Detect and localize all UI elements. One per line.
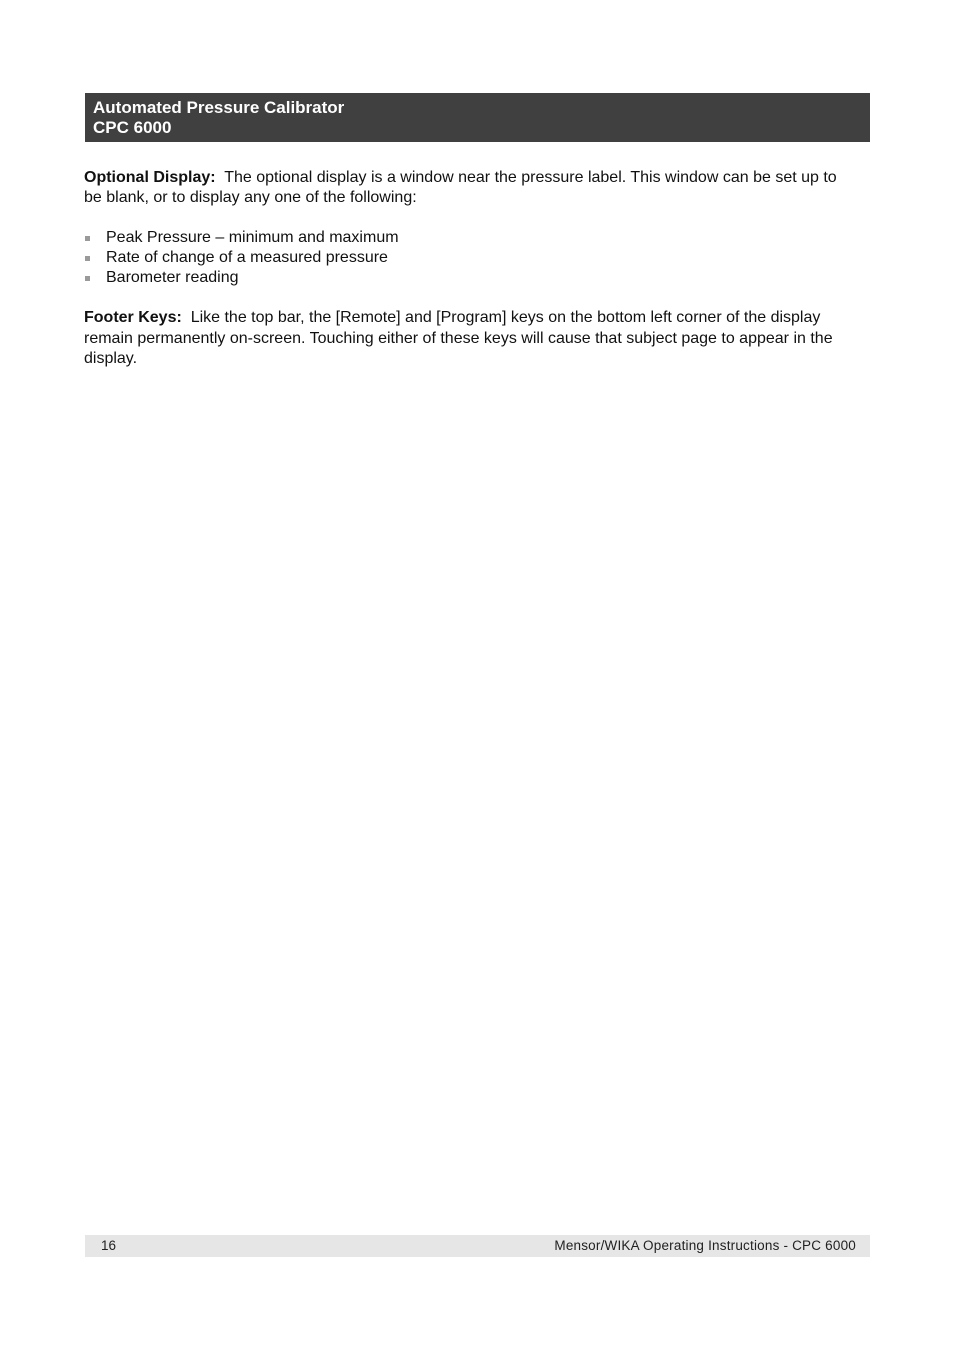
footer-keys-text: Like the top bar, the [Remote] and [Program] keys on the bottom left corner of the display remain permanently on-screen. Touching either of these keys will cause that subject page to appear in the display. (84, 309, 833, 367)
footer-keys-label: Footer Keys: (84, 309, 182, 327)
header-model: CPC 6000 (93, 118, 172, 137)
header-title: Automated Pressure Calibrator (93, 98, 345, 117)
square-bullet-icon (85, 276, 90, 281)
bullet-list (84, 228, 856, 288)
optional-display-paragraph (84, 168, 856, 208)
page-footer (85, 1235, 870, 1257)
page-body (84, 168, 856, 369)
list-item (84, 228, 856, 248)
optional-display-label: Optional Display: (84, 169, 216, 186)
document-header (85, 93, 870, 142)
list-item (84, 248, 856, 268)
optional-display-text: The optional display is a window near the pressure label. This window can be set up to be blank, or to display any one of the following: (84, 169, 837, 207)
footer-document-title: Mensor/WIKA Operating Instructions - CPC 6000 (554, 1238, 856, 1253)
page-number: 16 (101, 1238, 117, 1253)
square-bullet-icon (85, 236, 90, 241)
square-bullet-icon (85, 256, 90, 261)
list-item-text: Barometer reading (106, 269, 239, 287)
footer-keys-paragraph (84, 308, 856, 369)
list-item (84, 268, 856, 288)
list-item-text: Rate of change of a measured pressure (106, 249, 388, 267)
list-item-text: Peak Pressure – minimum and maximum (106, 229, 399, 247)
